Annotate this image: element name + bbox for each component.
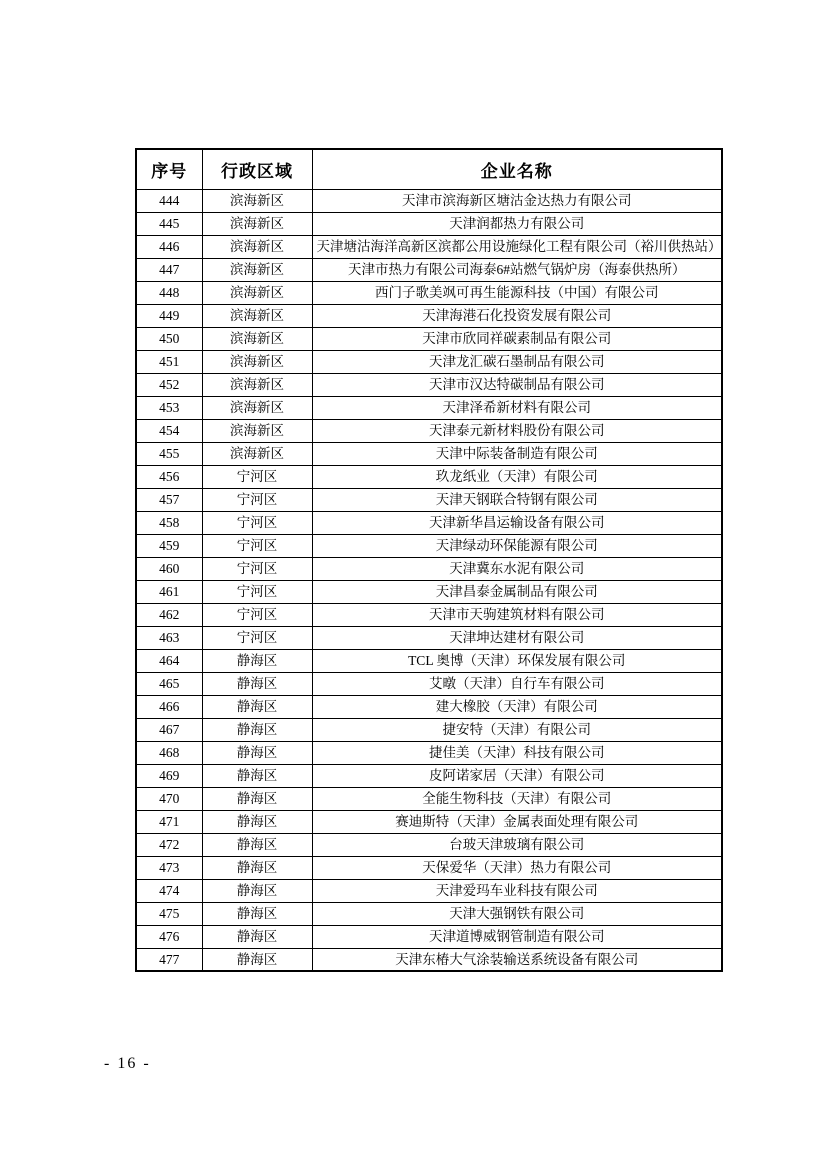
- cell-company: 捷安特（天津）有限公司: [312, 718, 722, 741]
- cell-region: 滨海新区: [202, 442, 312, 465]
- table-row: [136, 879, 722, 902]
- cell-company: TCL 奥博（天津）环保发展有限公司: [312, 649, 722, 672]
- cell-region: 宁河区: [202, 511, 312, 534]
- cell-company: 天津市汉达特碳制品有限公司: [312, 373, 722, 396]
- table-row: [136, 189, 722, 212]
- cell-serial: 463: [136, 626, 202, 649]
- cell-region: 静海区: [202, 695, 312, 718]
- cell-company: 天津市滨海新区塘沽金达热力有限公司: [312, 189, 722, 212]
- cell-region: 滨海新区: [202, 304, 312, 327]
- cell-serial: 471: [136, 810, 202, 833]
- cell-region: 静海区: [202, 672, 312, 695]
- cell-serial: 462: [136, 603, 202, 626]
- cell-serial: 472: [136, 833, 202, 856]
- table-row: [136, 695, 722, 718]
- cell-region: 静海区: [202, 833, 312, 856]
- cell-company: 建大橡胶（天津）有限公司: [312, 695, 722, 718]
- cell-region: 宁河区: [202, 488, 312, 511]
- table-row: [136, 442, 722, 465]
- cell-company: 天津龙汇碳石墨制品有限公司: [312, 350, 722, 373]
- table-row: [136, 235, 722, 258]
- cell-region: 宁河区: [202, 580, 312, 603]
- cell-serial: 450: [136, 327, 202, 350]
- cell-company: 天津润都热力有限公司: [312, 212, 722, 235]
- cell-serial: 453: [136, 396, 202, 419]
- enterprise-table-container: [135, 148, 723, 972]
- cell-serial: 465: [136, 672, 202, 695]
- cell-serial: 455: [136, 442, 202, 465]
- cell-serial: 458: [136, 511, 202, 534]
- cell-serial: 444: [136, 189, 202, 212]
- cell-region: 宁河区: [202, 534, 312, 557]
- cell-company: 天津市热力有限公司海泰6#站燃气锅炉房（海泰供热所）: [312, 258, 722, 281]
- cell-serial: 448: [136, 281, 202, 304]
- cell-region: 静海区: [202, 764, 312, 787]
- cell-company: 天津东椿大气涂装输送系统设备有限公司: [312, 948, 722, 971]
- enterprise-table: [135, 148, 723, 972]
- cell-region: 滨海新区: [202, 189, 312, 212]
- cell-region: 静海区: [202, 902, 312, 925]
- page-number: - 16 -: [104, 1055, 151, 1072]
- cell-company: 赛迪斯特（天津）金属表面处理有限公司: [312, 810, 722, 833]
- table-row: [136, 787, 722, 810]
- cell-company: 天津中际装备制造有限公司: [312, 442, 722, 465]
- cell-company: 天津坤达建材有限公司: [312, 626, 722, 649]
- table-row: [136, 557, 722, 580]
- table-row: [136, 258, 722, 281]
- cell-company: 天津大强钢铁有限公司: [312, 902, 722, 925]
- cell-region: 滨海新区: [202, 327, 312, 350]
- cell-company: 艾暾（天津）自行车有限公司: [312, 672, 722, 695]
- table-row: [136, 603, 722, 626]
- cell-company: 天津塘沽海洋高新区滨都公用设施绿化工程有限公司（裕川供热站）: [312, 235, 722, 258]
- cell-serial: 468: [136, 741, 202, 764]
- table-row: [136, 419, 722, 442]
- cell-region: 滨海新区: [202, 212, 312, 235]
- cell-serial: 454: [136, 419, 202, 442]
- cell-serial: 475: [136, 902, 202, 925]
- cell-region: 静海区: [202, 741, 312, 764]
- table-row: [136, 350, 722, 373]
- table-row: [136, 511, 722, 534]
- cell-company: 台玻天津玻璃有限公司: [312, 833, 722, 856]
- table-row: [136, 534, 722, 557]
- cell-region: 静海区: [202, 925, 312, 948]
- cell-region: 静海区: [202, 649, 312, 672]
- table-row: [136, 488, 722, 511]
- cell-region: 滨海新区: [202, 281, 312, 304]
- cell-company: 捷佳美（天津）科技有限公司: [312, 741, 722, 764]
- cell-serial: 464: [136, 649, 202, 672]
- cell-serial: 446: [136, 235, 202, 258]
- cell-serial: 451: [136, 350, 202, 373]
- cell-region: 宁河区: [202, 603, 312, 626]
- cell-serial: 456: [136, 465, 202, 488]
- cell-region: 滨海新区: [202, 396, 312, 419]
- table-row: [136, 465, 722, 488]
- cell-company: 天津昌泰金属制品有限公司: [312, 580, 722, 603]
- cell-company: 天津市天驹建筑材料有限公司: [312, 603, 722, 626]
- header-cell-region: 行政区域: [202, 149, 312, 189]
- cell-region: 静海区: [202, 787, 312, 810]
- cell-company: 天津天钢联合特钢有限公司: [312, 488, 722, 511]
- table-row: [136, 810, 722, 833]
- table-row: [136, 304, 722, 327]
- cell-region: 宁河区: [202, 557, 312, 580]
- cell-serial: 445: [136, 212, 202, 235]
- cell-region: 滨海新区: [202, 235, 312, 258]
- table-row: [136, 764, 722, 787]
- cell-serial: 460: [136, 557, 202, 580]
- table-body: [136, 189, 722, 971]
- cell-region: 宁河区: [202, 626, 312, 649]
- cell-company: 天保爱华（天津）热力有限公司: [312, 856, 722, 879]
- cell-region: 滨海新区: [202, 419, 312, 442]
- cell-company: 天津爱玛车业科技有限公司: [312, 879, 722, 902]
- table-row: [136, 672, 722, 695]
- cell-serial: 470: [136, 787, 202, 810]
- cell-serial: 466: [136, 695, 202, 718]
- cell-serial: 457: [136, 488, 202, 511]
- cell-region: 滨海新区: [202, 350, 312, 373]
- cell-serial: 452: [136, 373, 202, 396]
- cell-region: 滨海新区: [202, 373, 312, 396]
- table-row: [136, 281, 722, 304]
- cell-serial: 449: [136, 304, 202, 327]
- cell-serial: 477: [136, 948, 202, 971]
- cell-region: 静海区: [202, 879, 312, 902]
- cell-region: 静海区: [202, 856, 312, 879]
- table-row: [136, 327, 722, 350]
- cell-company: 天津新华昌运输设备有限公司: [312, 511, 722, 534]
- cell-region: 静海区: [202, 718, 312, 741]
- cell-serial: 461: [136, 580, 202, 603]
- cell-company: 西门子歌美飒可再生能源科技（中国）有限公司: [312, 281, 722, 304]
- table-row: [136, 580, 722, 603]
- cell-company: 玖龙纸业（天津）有限公司: [312, 465, 722, 488]
- cell-region: 滨海新区: [202, 258, 312, 281]
- cell-serial: 476: [136, 925, 202, 948]
- cell-serial: 469: [136, 764, 202, 787]
- table-row: [136, 948, 722, 971]
- cell-company: 天津海港石化投资发展有限公司: [312, 304, 722, 327]
- cell-company: 天津泽希新材料有限公司: [312, 396, 722, 419]
- header-cell-serial: 序号: [136, 149, 202, 189]
- table-row: [136, 718, 722, 741]
- table-row: [136, 925, 722, 948]
- table-row: [136, 902, 722, 925]
- cell-serial: 459: [136, 534, 202, 557]
- header-cell-company: 企业名称: [312, 149, 722, 189]
- cell-company: 天津冀东水泥有限公司: [312, 557, 722, 580]
- cell-company: 皮阿诺家居（天津）有限公司: [312, 764, 722, 787]
- cell-serial: 473: [136, 856, 202, 879]
- cell-company: 天津市欣同祥碳素制品有限公司: [312, 327, 722, 350]
- cell-serial: 474: [136, 879, 202, 902]
- cell-region: 静海区: [202, 948, 312, 971]
- cell-serial: 467: [136, 718, 202, 741]
- cell-company: 全能生物科技（天津）有限公司: [312, 787, 722, 810]
- table-row: [136, 626, 722, 649]
- cell-company: 天津泰元新材料股份有限公司: [312, 419, 722, 442]
- cell-company: 天津道博威钢管制造有限公司: [312, 925, 722, 948]
- table-row: [136, 212, 722, 235]
- cell-serial: 447: [136, 258, 202, 281]
- table-row: [136, 856, 722, 879]
- table-row: [136, 396, 722, 419]
- table-header: [136, 149, 722, 189]
- table-row: [136, 741, 722, 764]
- cell-region: 静海区: [202, 810, 312, 833]
- cell-company: 天津绿动环保能源有限公司: [312, 534, 722, 557]
- table-row: [136, 649, 722, 672]
- table-row: [136, 833, 722, 856]
- cell-region: 宁河区: [202, 465, 312, 488]
- table-row: [136, 373, 722, 396]
- header-row: [136, 149, 722, 189]
